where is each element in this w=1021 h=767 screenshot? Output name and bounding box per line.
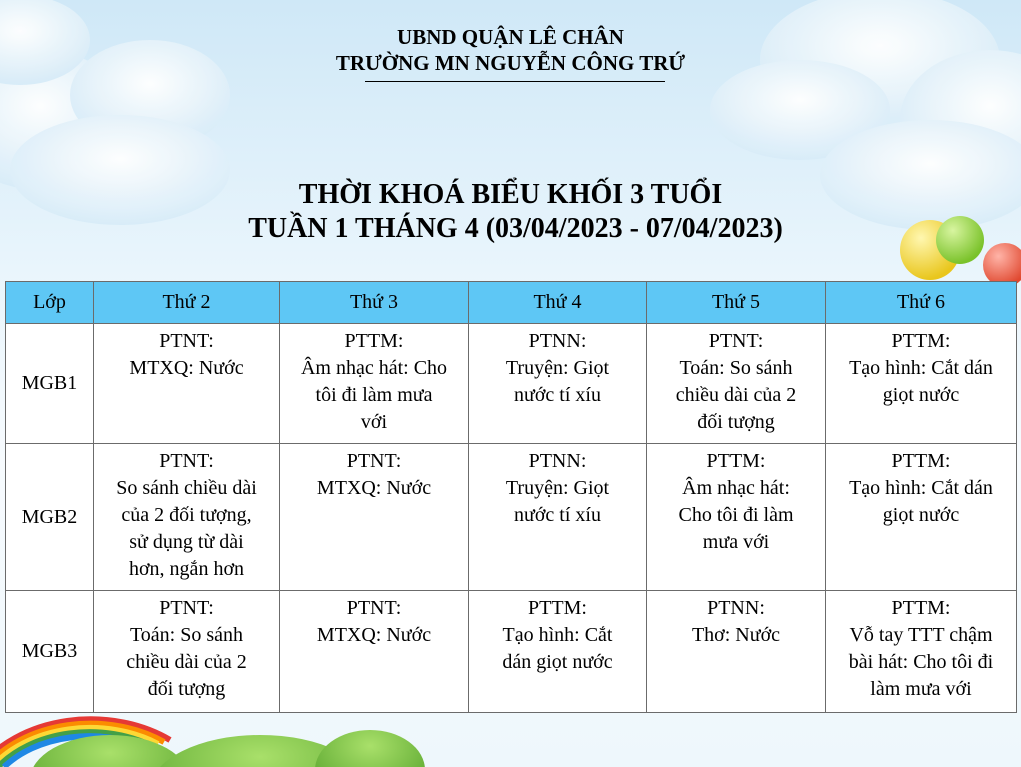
activity-cell: PTTM: Tạo hình: Cắt dán giọt nước [469, 591, 647, 713]
activity-cell: PTTM: Âm nhạc hát: Cho tôi đi làm mưa với [647, 444, 826, 591]
column-header: Thứ 3 [280, 282, 469, 324]
title-line-1: THỜI KHOÁ BIỂU KHỐI 3 TUỔI [298, 179, 723, 210]
header-divider [365, 81, 665, 82]
activity-cell: PTTM: Tạo hình: Cắt dán giọt nước [826, 444, 1017, 591]
schedule-table [5, 281, 1017, 713]
activity-cell: PTNN: Truyện: Giọt nước tí xíu [469, 444, 647, 591]
column-header: Lớp [6, 282, 94, 324]
district-name: UBND QUẬN LÊ CHÂN [397, 25, 624, 49]
class-name-cell: MGB1 [6, 324, 94, 444]
class-name-cell: MGB2 [6, 444, 94, 591]
column-header: Thứ 4 [469, 282, 647, 324]
hill [315, 730, 425, 767]
column-header: Thứ 2 [94, 282, 280, 324]
activity-cell: PTNN: Truyện: Giọt nước tí xíu [469, 324, 647, 444]
activity-cell: PTNN: Thơ: Nước [647, 591, 826, 713]
table-row [6, 444, 1017, 591]
activity-cell: PTNT: Toán: So sánh chiều dài của 2 đối tượng [94, 591, 280, 713]
activity-cell: PTTM: Âm nhạc hát: Cho tôi đi làm mưa với [280, 324, 469, 444]
activity-cell: PTTM: Tạo hình: Cắt dán giọt nước [826, 324, 1017, 444]
table-row [6, 591, 1017, 713]
table-header-row [6, 282, 1017, 324]
school-header [0, 24, 1021, 76]
activity-cell: PTNT: MTXQ: Nước [94, 324, 280, 444]
table-row [6, 324, 1017, 444]
activity-cell: PTNT: So sánh chiều dài của 2 đối tượng, sử dụng từ dài hơn, ngắn hơn [94, 444, 280, 591]
activity-cell: PTNT: Toán: So sánh chiều dài của 2 đối tượng [647, 324, 826, 444]
column-header: Thứ 6 [826, 282, 1017, 324]
school-name: TRƯỜNG MN NGUYỄN CÔNG TRỨ [335, 51, 686, 75]
activity-cell: PTTM: Vỗ tay TTT chậm bài hát: Cho tôi đi làm mưa với [826, 591, 1017, 713]
activity-cell: PTNT: MTXQ: Nước [280, 591, 469, 713]
column-header: Thứ 5 [647, 282, 826, 324]
activity-cell: PTNT: MTXQ: Nước [280, 444, 469, 591]
title-line-2: TUẦN 1 THÁNG 4 (03/04/2023 - 07/04/2023) [248, 213, 783, 244]
page-title [0, 178, 1021, 246]
class-name-cell: MGB3 [6, 591, 94, 713]
